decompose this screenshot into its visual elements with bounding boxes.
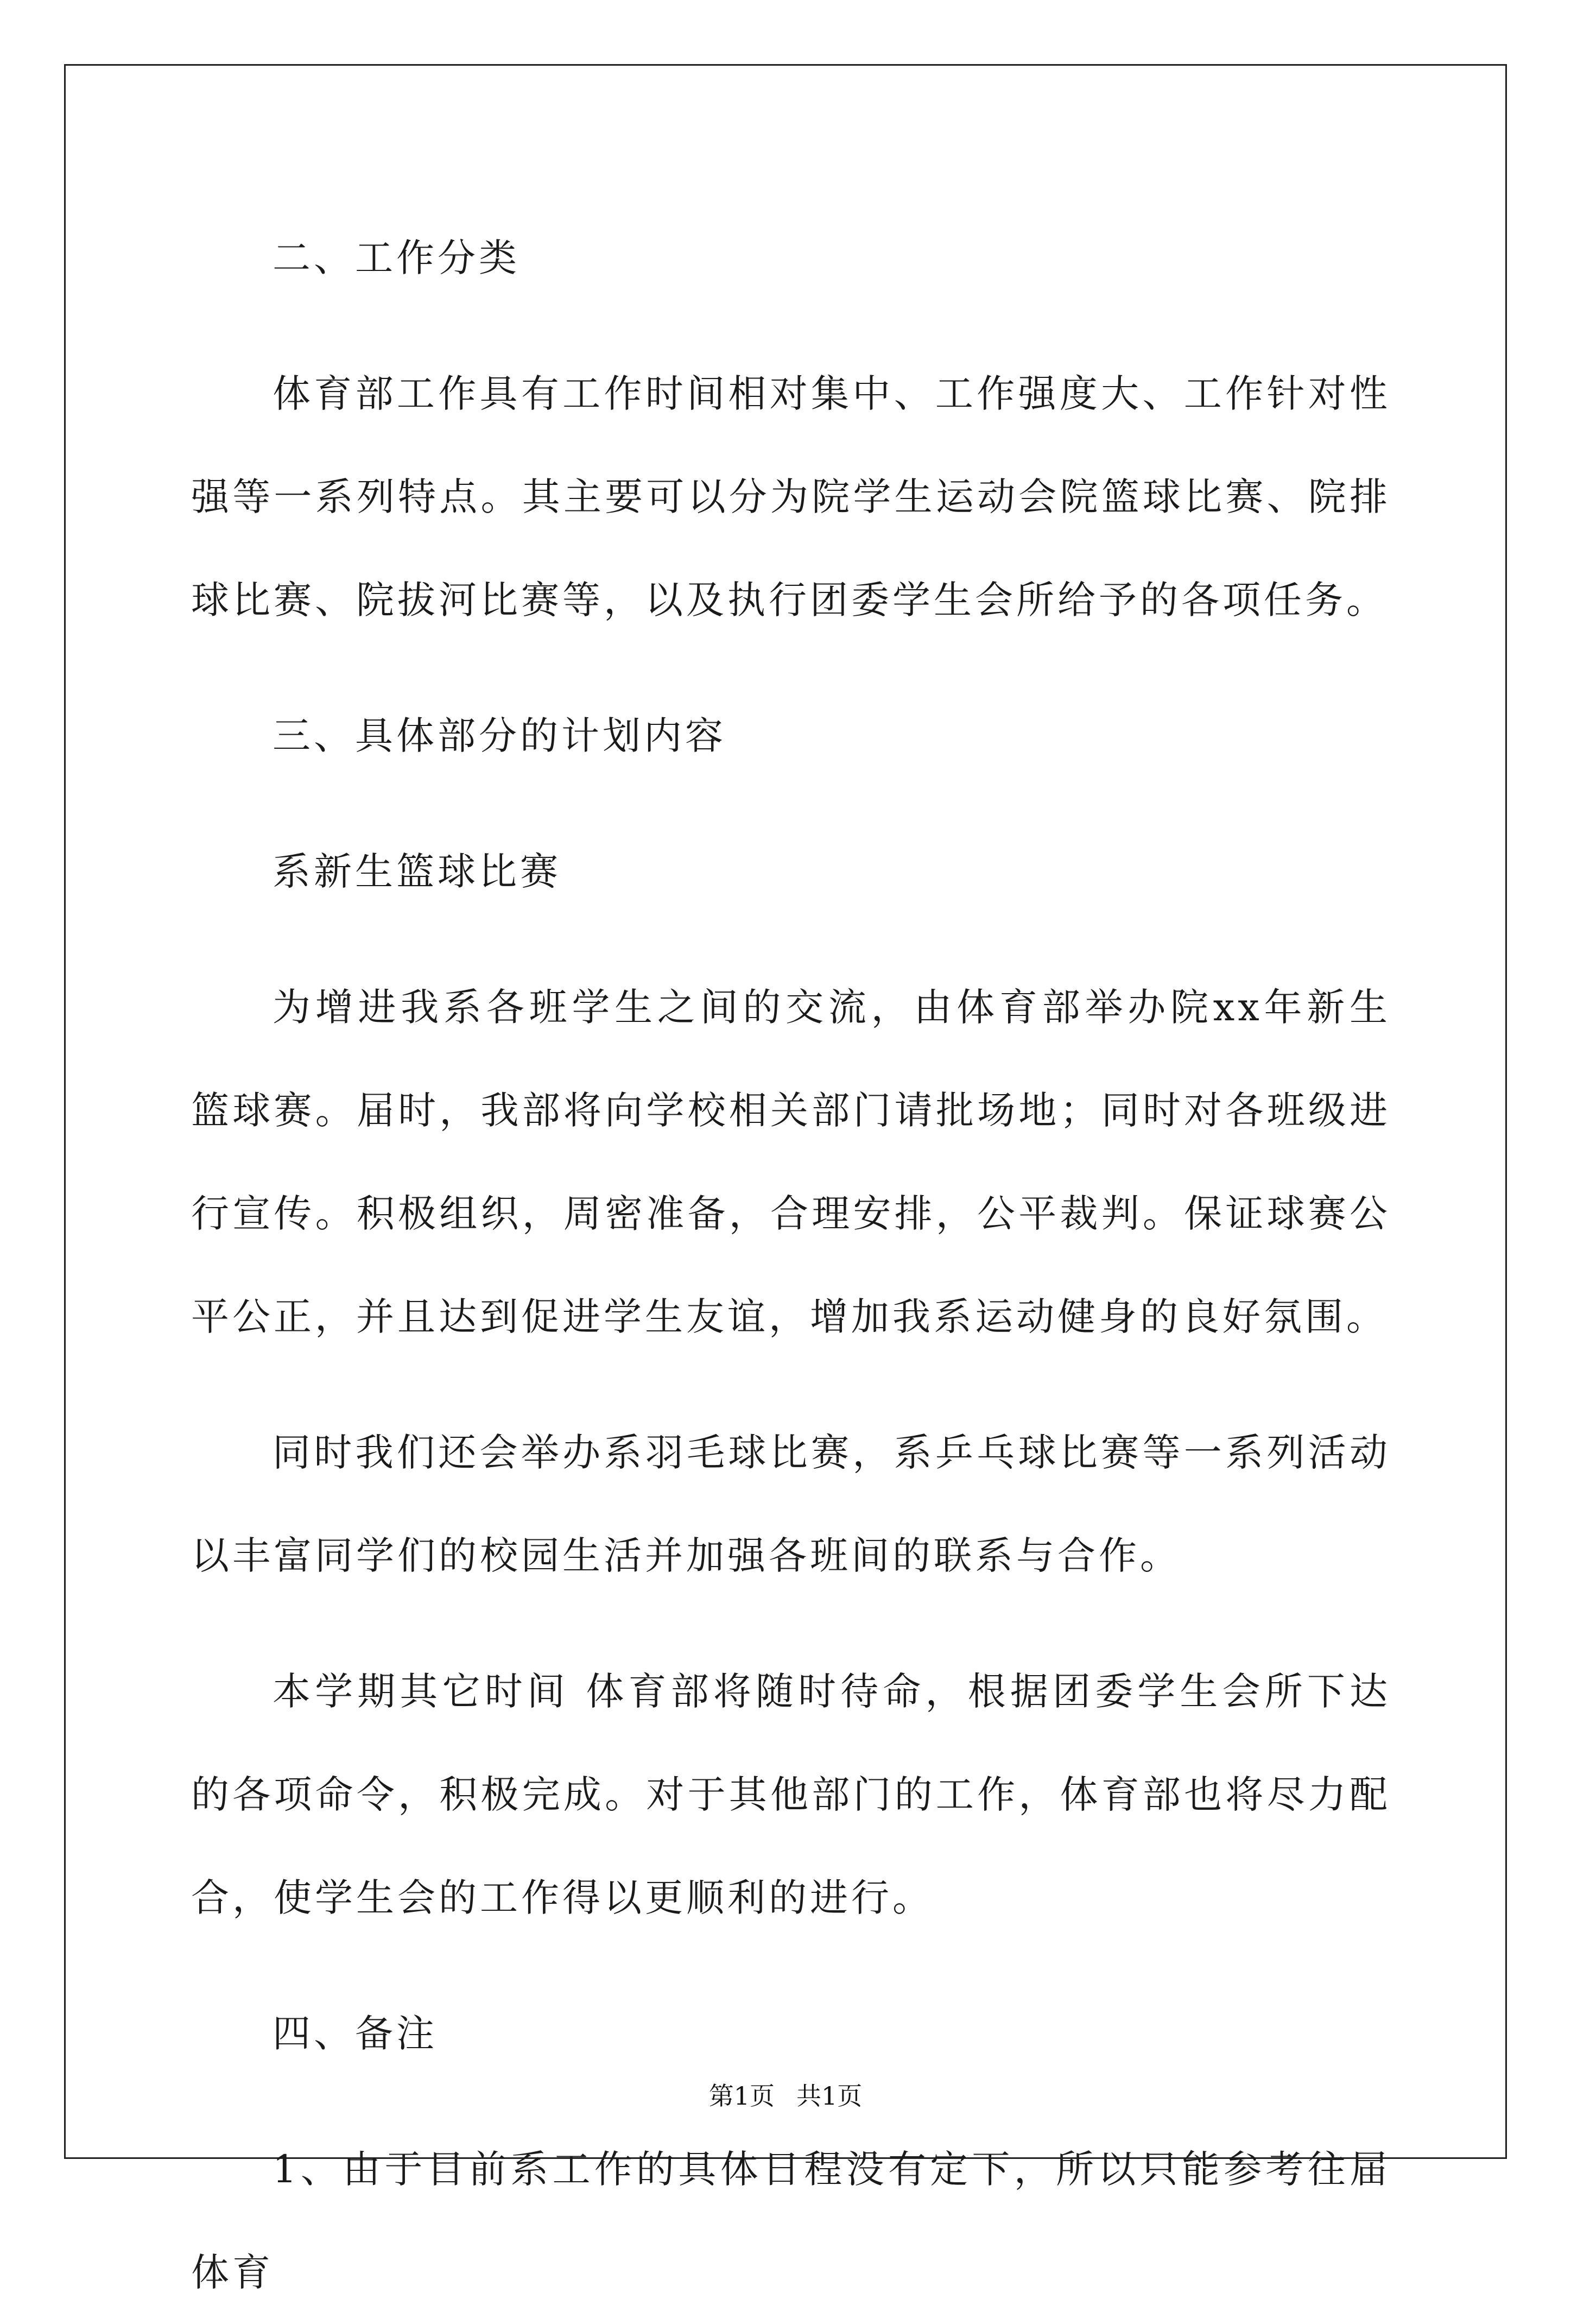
section-heading-notes: 四、备注: [273, 2011, 438, 2056]
paragraph-standby-duties: 本学期其它时间 体育部将随时待命，根据团委学生会所下达的各项命令，积极完成。对于其他部门的工作，体育部也将尽力配合，使学生会的工作得以更顺利的进行。: [191, 1669, 1391, 1920]
document-body: [191, 206, 1391, 2324]
page-number-total: 共1页: [796, 2081, 863, 2111]
subheading-freshman-basketball: 系新生篮球比赛: [273, 849, 561, 894]
section-heading-work-categories: 二、工作分类: [273, 236, 520, 280]
section-heading-plan-content: 三、具体部分的计划内容: [273, 713, 726, 758]
paragraph-work-characteristics: 体育部工作具有工作时间相对集中、工作强度大、工作针对性强等一系列特点。其主要可以分为院学生运动会院篮球比赛、院排球比赛、院拔河比赛等，以及执行团委学生会所给予的各项任务。: [191, 371, 1391, 622]
paragraph-note-1: 1、由于目前系工作的具体日程没有定下，所以只能参考往届体育: [191, 2147, 1391, 2295]
paragraph-other-competitions: 同时我们还会举办系羽毛球比赛，系乒乓球比赛等一系列活动以丰富同学们的校园生活并加强各班间的联系与合作。: [191, 1430, 1391, 1578]
page-footer: [0, 2080, 1571, 2112]
paragraph-basketball-details: 为增进我系各班学生之间的交流，由体育部举办院xx年新生篮球赛。届时，我部将向学校相关部门请批场地；同时对各班级进行宣传。积极组织，周密准备，合理安排，公平裁判。保证球赛公平公正，并且达到促进学生友谊，增加我系运动健身的良好氛围。: [191, 985, 1391, 1339]
page-number-current: 第1页: [708, 2081, 775, 2111]
